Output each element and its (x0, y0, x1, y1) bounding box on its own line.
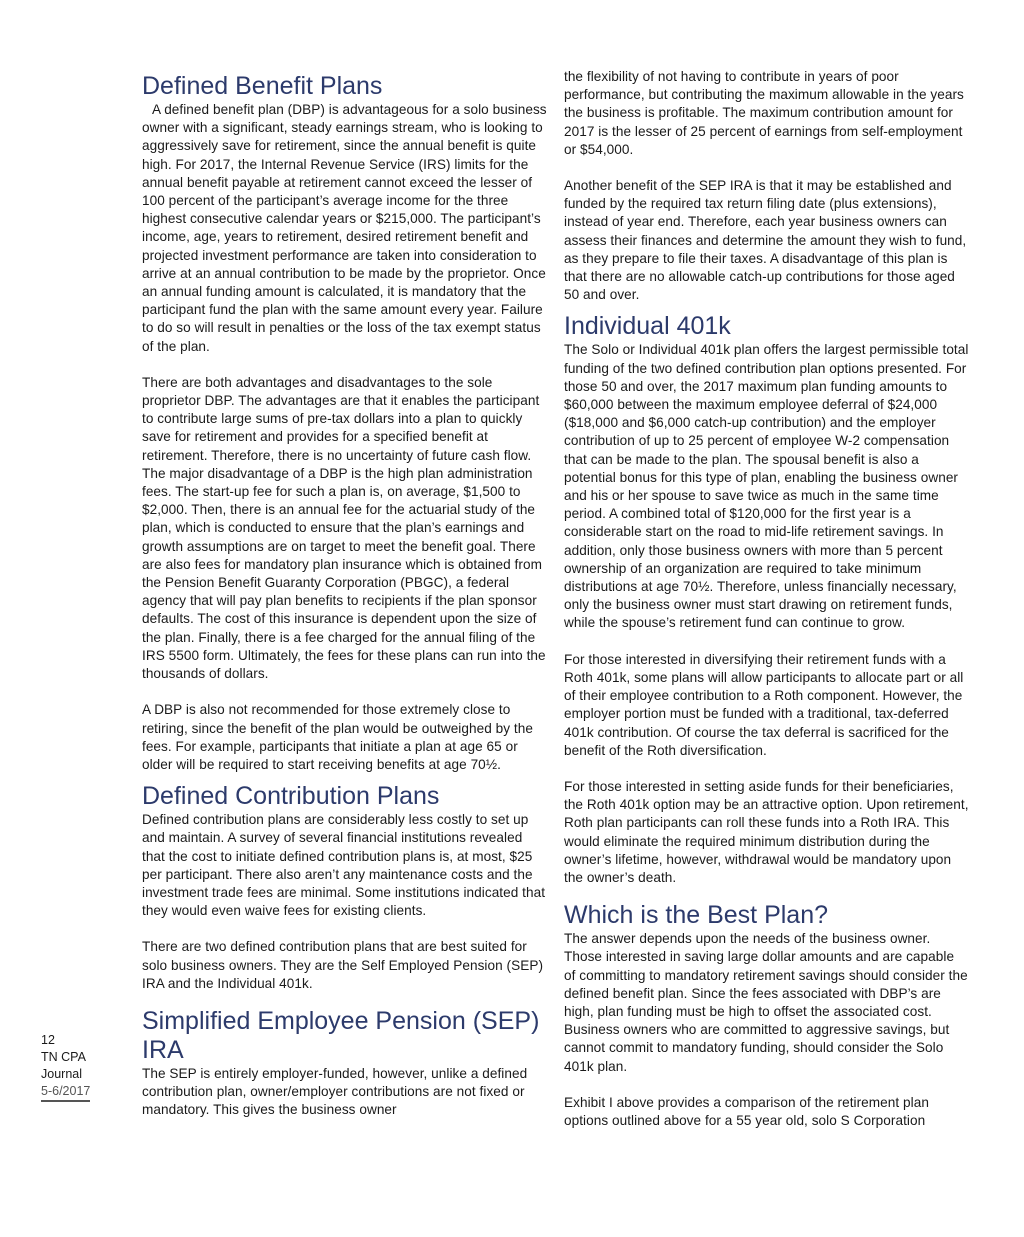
publication-name-line2: Journal (41, 1067, 82, 1081)
paragraph: A DBP is also not recommended for those extremely close to retiring, since the benefit of the plan would be outweighed by the fees. For example, participants that initiate a plan at age 65 or older will be required to start receiving benefits at age 70½. (142, 702, 533, 772)
issue-date: 5-6/2017 (41, 1083, 90, 1102)
paragraph: Exhibit I above provides a comparison of the retirement plan options outlined above for a 55 year old, solo S Corporation (564, 1094, 929, 1128)
paragraph: There are both advantages and disadvantages to the sole proprietor DBP. The advantages are that it enables the participant to contribute large sums of pre-tax dollars into a plan to quickly save for retirement and provides for a specified benefit at retirement. Therefore, there is no uncertainty of future cash flow. The major disadvantage of a DBP is the high plan administration fees. The start-up fee for such a plan is, on average, $1,500 to $2,000. Then, there is an annual fee for the actuarial study of the plan, which is conducted to ensure that the plan’s earnings and growth assumptions are on target to meet the benefit goal. There are also fees for mandatory plan insurance which is obtained from the Pension Benefit Guaranty Corporation (PBGC), a federal agency that will pay plan benefits to recipients if the plan sponsor defaults. The cost of this insurance is dependent upon the size of the plan. Finally, there is a fee charged for the annual filing of the IRS 5500 form. Ultimately, the fees for these plans can run into the thousands of dollars. (142, 374, 546, 682)
right-column (564, 68, 969, 1130)
paragraph: The answer depends upon the needs of the business owner. Those interested in saving large dollar amounts and are capable of committing to mandatory retirement savings should consider the defined benefit plan. Since the fees associated with DBP’s are high, plan funding must be high to offset the associated cost. Business owners who are committed to aggressive savings, but cannot commit to mandatory funding, should consider the Solo 401k plan. (564, 931, 968, 1074)
paragraph: For those interested in diversifying their retirement funds with a Roth 401k, some plans will allow participants to allocate part or all of their employee contribution to a Roth component. However, the employer portion must be funded with a traditional, tax-deferred 401k contribution. Of course the tax deferral is sacrificed for the benefit of the Roth diversification. (564, 651, 964, 758)
paragraph: the flexibility of not having to contribute in years of poor performance, but contributing the maximum allowable in the years the business is profitable. The maximum contribution amount for 2017 is the lesser of 25 percent of earnings from self-employment or $54,000. (564, 69, 964, 157)
paragraph: A defined benefit plan (DBP) is advantageous for a solo business owner with a significant, steady earnings stream, who is looking to aggressively save for retirement, since the annual benefit is quite high. For 2017, the Internal Revenue Service (IRS) limits for the annual benefit payable at retirement cannot exceed the lesser of 100 percent of the participant’s average income for the three highest consecutive calendar years or $215,000. The participant’s income, age, years to retirement, desired retirement benefit and projected investment performance are taken into consideration to arrive at an annual contribution to be made by the proprietor. Once an annual funding amount is calculated, it is mandatory that the participant fund the plan with the same amount every year. Failure to do so will result in penalties or the loss of the tax exempt status of the plan. (142, 102, 547, 354)
paragraph: There are two defined contribution plans that are best suited for solo business owners. They are the Self Employed Pension (SEP) IRA and the Individual 401k. (142, 939, 544, 991)
paragraph: Another benefit of the SEP IRA is that it may be established and funded by the required tax return filing date (plus extensions), instead of year end. Therefore, each year business owners can assess their finances and determine the amount they wish to fund, as they prepare to file their taxes. A disadvantage of this plan is that there are no allowable catch-up contributions for those aged 50 and over. (564, 178, 967, 303)
paragraph: Defined contribution plans are considerably less costly to set up and maintain. A survey of several financial institutions revealed that the cost to initiate defined contribution plans is, at most, $25 per participant. There also aren’t any maintenance costs and the investment trade fees are minimal. Some institutions indicated that they would even waive fees for existing clients. (142, 812, 546, 919)
paragraph: The SEP is entirely employer-funded, however, unlike a defined contribution plan, owner/employer contributions are not fixed or mandatory. This gives the business owner (142, 1065, 528, 1118)
paragraph: The Solo or Individual 401k plan offers the largest permissible total funding of the two defined contribution plan options presented. For those 50 and over, the 2017 maximum plan funding amounts to $60,000 between the maximum employee deferral of $24,000 ($18,000 and $6,000 catch-up contribution) and the employer contribution of up to 25 percent of employee W-2 compensation that can be made to the plan. The spousal benefit is also a potential bonus for this type of plan, enabling the business owner and his or her spouse to save twice as much in the same time period. A combined total of $120,000 for the first year is a considerable start on the road to mid-life retirement savings. In addition, only those business owners with more than 5 percent ownership of an organization are required to take minimum distributions at age 70½. Therefore, unless financially necessary, only the business owner must start drawing on retirement funds, while the spouse’s retirement fund can continue to grow. (564, 342, 969, 631)
page-footer-info (41, 1032, 101, 1102)
heading-defined-benefit-plans: Defined Benefit Plans (142, 72, 383, 100)
left-column (142, 68, 547, 1120)
page-number: 12 (41, 1033, 55, 1047)
paragraph: For those interested in setting aside funds for their beneficiaries, the Roth 401k option may be an attractive option. Upon retirement, Roth plan participants can roll these funds into a Roth IRA. This would eliminate the required minimum distribution during the owner’s lifetime, however, withdrawal would be mandatory upon the owner’s death. (564, 778, 969, 885)
heading-defined-contribution-plans: Defined Contribution Plans (142, 782, 440, 811)
heading-individual-401k: Individual 401k (564, 312, 731, 341)
heading-which-is-best-plan: Which is the Best Plan? (564, 901, 829, 930)
heading-sep-ira: Simplified Employee Pension (SEP) IRA (142, 1006, 540, 1064)
publication-name: TN CPA (41, 1050, 86, 1064)
